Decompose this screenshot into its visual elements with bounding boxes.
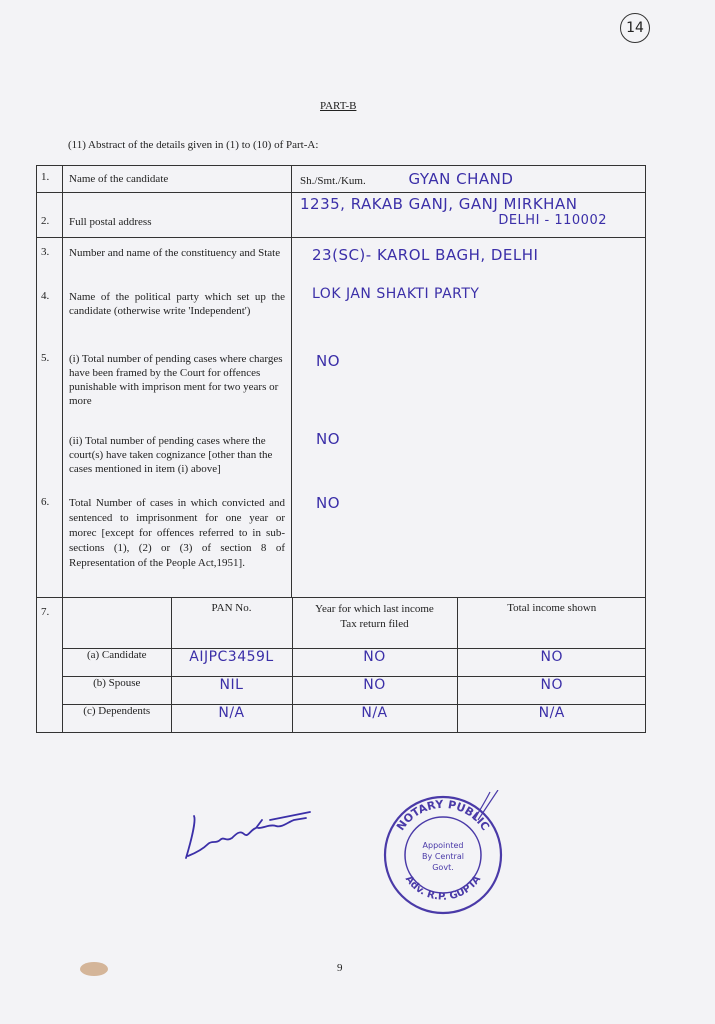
page-number: 9 (337, 962, 343, 974)
row-value-cell (292, 193, 646, 238)
entry-year: N/A (292, 704, 457, 732)
row-number: 4. (37, 282, 63, 344)
stamp-center-line-2: By Central (422, 852, 464, 861)
row-postal-address (37, 193, 646, 238)
entry-pan: NIL (171, 676, 292, 704)
row-candidate-name (37, 166, 646, 193)
row-pending-cases-i (37, 344, 646, 426)
stamp-bottom-text: Adv. R.P. GUPTA (402, 873, 484, 903)
stamp-center-line-3: Govt. (432, 863, 454, 872)
page-marker-circled: 14 (620, 13, 650, 43)
row-label: Name of the political party which set up the candidate (otherwise write 'Independent') (63, 282, 292, 344)
smudge-mark (80, 962, 108, 976)
row-value-cell (292, 344, 646, 426)
row-label: (i) Total number of pending cases where charges have been framed by the Court for offences punishable with imprison ment for two years or more (63, 344, 292, 426)
row-value-cell (292, 426, 646, 488)
entry-year: NO (292, 648, 457, 676)
entry-pan: AIJPC3459L (171, 648, 292, 676)
notary-stamp-icon (378, 790, 508, 920)
entry-income: N/A (457, 704, 646, 732)
pending-cases-ii-value: NO (316, 429, 341, 448)
entry-who: (a) Candidate (63, 648, 171, 676)
row-convictions (37, 488, 646, 598)
part-heading: PART-B (320, 100, 357, 112)
row-label: Full postal address (63, 193, 292, 238)
party-value: LOK JAN SHAKTI PARTY (312, 285, 480, 302)
entry-pan: N/A (171, 704, 292, 732)
row-number: 6. (37, 488, 63, 598)
row-number: 3. (37, 238, 63, 282)
abstract-table (36, 165, 646, 733)
income-tax-cell (63, 598, 646, 733)
row-number: 1. (37, 166, 63, 193)
row-number: 7. (37, 598, 63, 733)
income-tax-row-dependents (63, 704, 646, 732)
stamp-center-line-1: Appointed (422, 841, 464, 850)
abstract-line: (11) Abstract of the details given in (1) to (10) of Part-A: (68, 139, 319, 151)
row-number (37, 426, 63, 488)
income-tax-row-candidate (63, 648, 646, 676)
stamp-top-text: NOTARY PUBLIC (394, 797, 492, 834)
row-value-cell (292, 488, 646, 598)
convictions-value: NO (316, 493, 341, 512)
header-income: Total income shown (457, 598, 646, 648)
address-line-1: 1235, RAKAB GANJ, GANJ MIRKHAN (300, 195, 578, 213)
row-label: Name of the candidate (63, 166, 292, 193)
candidate-name: GYAN CHAND (408, 170, 514, 188)
income-tax-table (63, 598, 646, 732)
row-pending-cases-ii (37, 426, 646, 488)
row-label: (ii) Total number of pending cases where the court(s) have taken cognizance [other than the cases mentioned in item (i) above] (63, 426, 292, 488)
row-constituency (37, 238, 646, 282)
row-label: Number and name of the constituency and State (63, 238, 292, 282)
row-value-cell (292, 238, 646, 282)
row-political-party (37, 282, 646, 344)
header-blank (63, 598, 171, 648)
entry-income: NO (457, 676, 646, 704)
income-tax-row-spouse (63, 676, 646, 704)
row-income-tax (37, 598, 646, 733)
row-value-cell (292, 166, 646, 193)
header-year: Year for which last income Tax return filed (292, 598, 457, 648)
entry-who: (b) Spouse (63, 676, 171, 704)
row-number: 2. (37, 193, 63, 238)
row-number: 5. (37, 344, 63, 426)
income-tax-header-row (63, 598, 646, 648)
entry-who: (c) Dependents (63, 704, 171, 732)
name-prefix: Sh./Smt./Kum. (300, 175, 366, 187)
signature-icon (178, 798, 318, 868)
constituency-value: 23(SC)- KAROL BAGH, DELHI (312, 246, 539, 264)
pending-cases-i-value: NO (316, 351, 341, 370)
entry-income: NO (457, 648, 646, 676)
entry-year: NO (292, 676, 457, 704)
header-pan: PAN No. (171, 598, 292, 648)
address-line-2: DELHI - 110002 (498, 213, 607, 228)
row-value-cell (292, 282, 646, 344)
row-label: Total Number of cases in which convicted and sentenced to imprisonment for one year or morec [except for offences referred to in sub-sections (1), (2) or (3) of section 8 of Representation of the People Act,1951]. (63, 488, 292, 598)
